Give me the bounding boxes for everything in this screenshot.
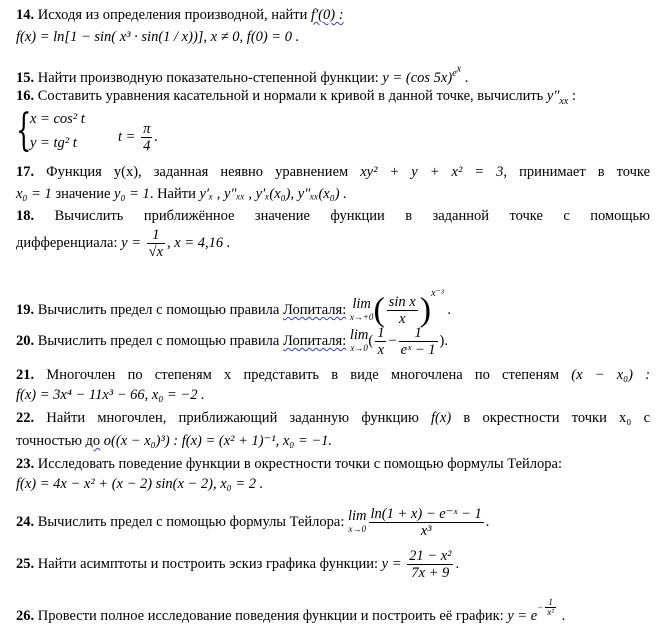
problem-23: 23. Исследовать поведение функции в окрестности точки с помощью формулы Тейлора:: [16, 456, 562, 472]
brace-symbol: {: [16, 105, 32, 156]
problem-16: 16. Составить уравнения касательной и нормали к кривой в данной точке, вычислить $y''_{xx}$ :: [16, 88, 576, 107]
problem-21-formula: f(x) = 3x⁴ − 11x³ − 66, x₀ = −2 .: [16, 387, 205, 403]
problem-20: 20. Вычислить предел с помощью правила Лопиталя: lim x→0 ( $\frac{1}{x}$ − $\frac{1}{\text{eˣ − 1}}$ ).: [16, 325, 448, 359]
problem-26: 26. Провести полное исследование поведения функции и построить её график: y = e− $\frac{1}{\text{x²}}$ .: [16, 597, 566, 624]
problem-25: 25. Найти асимптоты и построить эскиз графика функции: y = $\frac{\text{21 − x²}}{7x + 9}$ .: [16, 548, 460, 582]
problem-14-formula: f(x) = ln[1 − sin( x³ · sin(1 / x))], x ≠ 0, f(0) = 0 .: [16, 29, 300, 45]
problem-14: 14. Исходя из определения производной, найти f′(0) :: [16, 7, 344, 23]
problem-19: 19. Вычислить предел с помощью правила Лопиталя: lim x→+0 ( $\frac{\text{sin x}}{x}$ )$^{x^{-3}}$ .: [16, 288, 452, 329]
problem-23-formula: f(x) = 4x − x² + (x − 2) sin(x − 2), x₀ = 2 .: [16, 476, 264, 492]
problem-15: 15. Найти производную показательно-степенной функции: y = (cos 5x)$^{e^x}$ .: [16, 64, 469, 87]
problem-18-line2: дифференциала: y = $\frac{1}{√x}$ , x = 4,16 .: [16, 227, 231, 261]
problem-18: 18. Вычислить приближённое значение функции в заданной точке с помощью: [16, 208, 650, 224]
problem-21: 21. Многочлен по степеням x представить в виде многочлена по степеням (x − x₀) :: [16, 367, 651, 383]
problem-24: 24. Вычислить предел с помощью формулы Тейлора: lim x→0 $\frac{\text{ln(1 + x) − e⁻ˣ − 1}}{\text{x³}}$ .: [16, 506, 490, 540]
problem-17-line2: x₀ = 1 значение y₀ = 1. Найти y′ₓ , y″ₓₓ , y′ₓ(x₀), y″ₓₓ(x₀) .: [16, 186, 347, 202]
problem-22: 22. Найти многочлен, приближающий заданную функцию f(x) в окрестности точки x₀ с: [16, 410, 651, 426]
problem-22-line2: точностью до o((x − x₀)³) : f(x) = (x² + 1)⁻¹, x₀ = −1.: [16, 433, 333, 449]
problem-16-system: { x = cos² t y = tg² t t = $\frac{\pi}{4}$ .: [16, 105, 158, 156]
problem-17: 17. Функция y(x), заданная неявно уравнением xy² + y + x² = 3, принимает в точке: [16, 164, 651, 180]
